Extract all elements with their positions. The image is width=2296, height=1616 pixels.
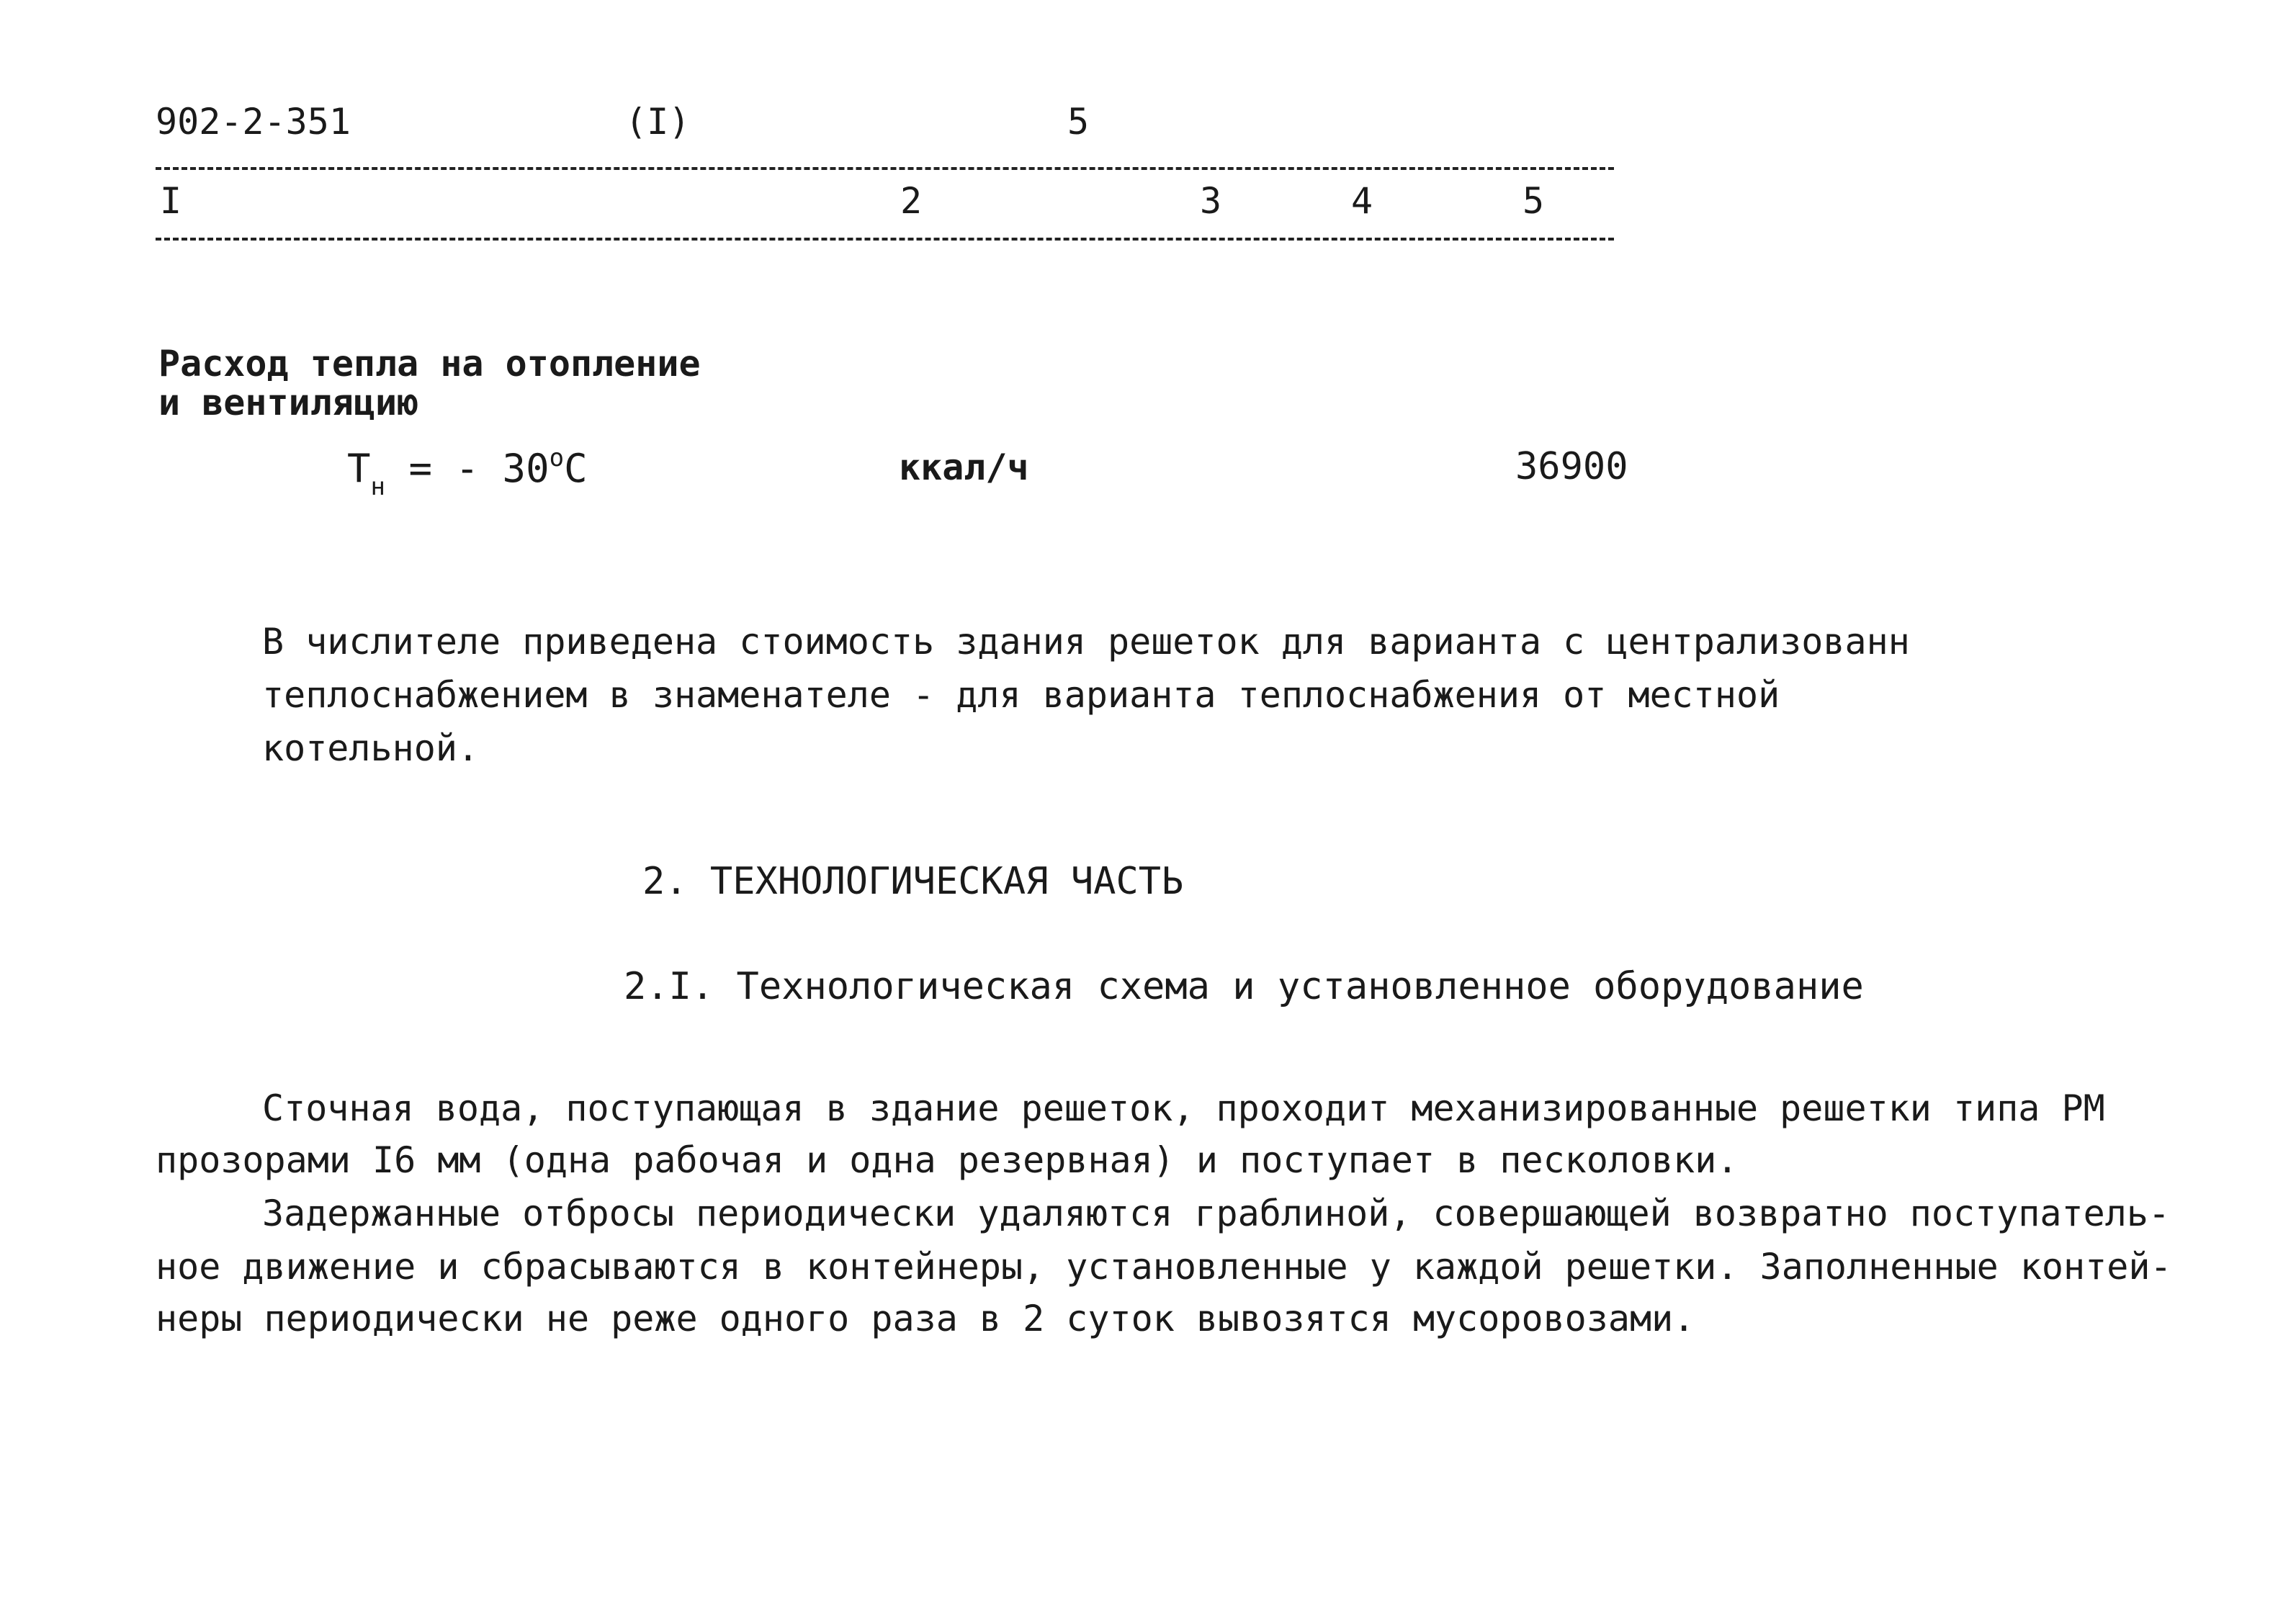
temp-value: = - 30 <box>385 446 550 491</box>
paragraph-1-line-2: прозорами I6 мм (одна рабочая и одна резервная) и поступает в песколовки. <box>156 1139 1739 1181</box>
note-line-2: теплоснабжением в знаменателе - для варианта теплоснабжения от местной <box>262 674 1780 716</box>
column-5-header: 5 <box>1523 180 1545 222</box>
paragraph-2-line-2: ное движение и сбрасываются в контейнеры, установленные у каждой решетки. Заполненные контей- <box>156 1246 2172 1288</box>
page-number: 5 <box>1067 101 1090 143</box>
column-2-header: 2 <box>900 180 923 222</box>
section-title: 2. ТЕХНОЛОГИЧЕСКАЯ ЧАСТЬ <box>642 860 1184 903</box>
outdoor-temperature <box>347 444 588 501</box>
table-top-rule <box>156 167 1614 170</box>
paragraph-2-line-3: неры периодически не реже одного раза в 2 суток вывозятся мусоровозами. <box>156 1298 1695 1339</box>
temp-degree: о <box>549 444 565 472</box>
note-line-3: котельной. <box>262 727 480 769</box>
heat-value: 36900 <box>1515 445 1628 488</box>
heat-unit: ккал/ч <box>899 446 1029 488</box>
doc-code: 902-2-351 <box>156 101 351 143</box>
heat-label-line1: Расход тепла на отопление <box>158 343 701 385</box>
note-line-1: В числителе приведена стоимость здания решеток для варианта с централизованн <box>262 621 1910 663</box>
paragraph-1-line-1: Сточная вода, поступающая в здание решеток, проходит механизированные решетки типа РМ <box>262 1087 2105 1129</box>
table-bottom-rule <box>156 238 1614 241</box>
subsection-title: 2.I. Технологическая схема и установленное оборудование <box>624 965 1864 1008</box>
column-1-header: I <box>160 180 182 222</box>
temp-unit: С <box>564 446 588 491</box>
temp-symbol: Т <box>347 446 371 491</box>
column-4-header: 4 <box>1351 180 1373 222</box>
part-number: (I) <box>625 101 691 143</box>
paragraph-2-line-1: Задержанные отбросы периодически удаляются граблиной, совершающей возвратно поступатель- <box>262 1193 2171 1234</box>
heat-label-line2: и вентиляцию <box>158 382 419 423</box>
temp-subscript: н <box>370 472 385 501</box>
column-3-header: 3 <box>1200 180 1222 222</box>
